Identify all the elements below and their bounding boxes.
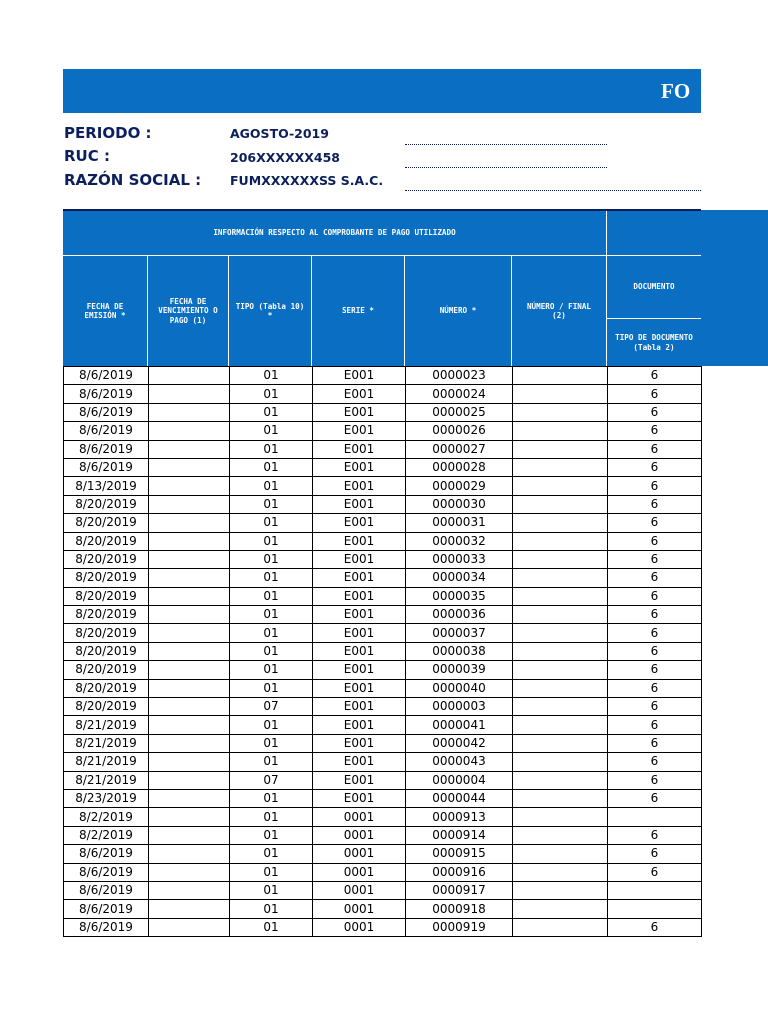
cell-tipo-documento: 6 [608,514,702,532]
table-row [64,440,702,458]
cell-tipo-documento: 6 [608,789,702,807]
cell-serie: E001 [313,771,406,789]
cell-fecha-vencimiento [149,403,230,421]
cell-fecha-emision: 8/21/2019 [64,771,149,789]
cell-fecha-vencimiento [149,789,230,807]
cell-serie: E001 [313,624,406,642]
cell-numero-final [513,771,608,789]
header-serie: SERIE * [312,256,404,366]
cell-fecha-emision: 8/20/2019 [64,661,149,679]
cell-tipo: 07 [230,771,313,789]
cell-tipo: 01 [230,477,313,495]
cell-numero-final [513,514,608,532]
header-tipo: TIPO (Tabla 10) * [229,256,311,366]
cell-serie: E001 [313,679,406,697]
cell-tipo: 01 [230,385,313,403]
cell-tipo: 01 [230,403,313,421]
header-grid-line [147,256,148,366]
cell-numero-final [513,385,608,403]
cell-fecha-vencimiento [149,753,230,771]
cell-numero: 0000003 [406,698,513,716]
header-fecha-emision: FECHA DE EMISIÓN * [63,256,147,366]
cell-serie: E001 [313,385,406,403]
cell-tipo-documento: 6 [608,845,702,863]
cell-fecha-vencimiento [149,716,230,734]
cell-tipo: 01 [230,606,313,624]
cell-fecha-emision: 8/20/2019 [64,587,149,605]
cell-serie: E001 [313,403,406,421]
cell-numero: 0000004 [406,771,513,789]
cell-fecha-vencimiento [149,918,230,936]
cell-tipo-documento: 6 [608,440,702,458]
table-row [64,734,702,752]
razon-social-dotline [405,190,701,191]
cell-fecha-vencimiento [149,900,230,918]
cell-fecha-vencimiento [149,458,230,476]
header-documento: DOCUMENTO [607,256,701,318]
cell-tipo: 01 [230,458,313,476]
cell-fecha-vencimiento [149,863,230,881]
cell-numero: 0000031 [406,514,513,532]
header-grid-line [606,211,607,366]
cell-numero-final [513,624,608,642]
cell-fecha-vencimiento [149,642,230,660]
header-numero-final: NÚMERO / FINAL (2) [512,256,606,366]
cell-tipo-documento: 6 [608,918,702,936]
ruc-value: 206XXXXXX458 [230,150,341,165]
cell-numero-final [513,569,608,587]
table-row [64,863,702,881]
cell-numero: 0000919 [406,918,513,936]
table-row [64,422,702,440]
cell-fecha-vencimiento [149,532,230,550]
cell-serie: 0001 [313,863,406,881]
cell-numero: 0000042 [406,734,513,752]
cell-tipo: 01 [230,734,313,752]
cell-serie: E001 [313,532,406,550]
table-row [64,587,702,605]
cell-fecha-vencimiento [149,569,230,587]
table-row [64,606,702,624]
cell-tipo: 01 [230,532,313,550]
cell-fecha-vencimiento [149,587,230,605]
cell-tipo-documento [608,900,702,918]
cell-numero-final [513,495,608,513]
cell-tipo: 01 [230,661,313,679]
cell-serie: E001 [313,550,406,568]
cell-tipo-documento: 6 [608,753,702,771]
cell-fecha-vencimiento [149,881,230,899]
cell-numero: 0000035 [406,587,513,605]
cell-tipo: 01 [230,642,313,660]
table-row [64,679,702,697]
cell-numero-final [513,789,608,807]
cell-numero: 0000041 [406,716,513,734]
cell-fecha-emision: 8/13/2019 [64,477,149,495]
cell-fecha-emision: 8/20/2019 [64,514,149,532]
cell-fecha-vencimiento [149,808,230,826]
cell-numero: 0000033 [406,550,513,568]
cell-fecha-vencimiento [149,845,230,863]
periodo-value: AGOSTO-2019 [230,126,329,141]
cell-serie: 0001 [313,881,406,899]
cell-fecha-emision: 8/23/2019 [64,789,149,807]
cell-tipo-documento: 6 [608,477,702,495]
cell-tipo-documento: 6 [608,532,702,550]
cell-numero: 0000034 [406,569,513,587]
cell-serie: 0001 [313,808,406,826]
cell-numero-final [513,550,608,568]
table-row [64,900,702,918]
cell-fecha-emision: 8/20/2019 [64,679,149,697]
cell-fecha-emision: 8/20/2019 [64,606,149,624]
cell-tipo: 01 [230,789,313,807]
periodo-dotline [405,144,607,145]
cell-serie: E001 [313,716,406,734]
cell-numero: 0000036 [406,606,513,624]
cell-tipo: 01 [230,679,313,697]
cell-serie: 0001 [313,826,406,844]
cell-fecha-emision: 8/6/2019 [64,367,149,385]
cell-tipo: 01 [230,716,313,734]
table-row [64,808,702,826]
cell-numero: 0000024 [406,385,513,403]
cell-fecha-vencimiento [149,385,230,403]
title-banner [63,69,701,113]
ruc-label: RUC : [64,147,110,165]
cell-numero: 0000043 [406,753,513,771]
cell-fecha-vencimiento [149,477,230,495]
cell-numero-final [513,900,608,918]
cell-fecha-emision: 8/2/2019 [64,826,149,844]
cell-fecha-vencimiento [149,826,230,844]
cell-serie: E001 [313,661,406,679]
cell-numero: 0000913 [406,808,513,826]
cell-fecha-emision: 8/20/2019 [64,569,149,587]
cell-numero: 0000917 [406,881,513,899]
table-row [64,661,702,679]
cell-serie: E001 [313,753,406,771]
cell-serie: E001 [313,569,406,587]
cell-serie: E001 [313,698,406,716]
cell-numero-final [513,367,608,385]
cell-serie: E001 [313,514,406,532]
header-grid-line [607,318,701,319]
cell-fecha-emision: 8/2/2019 [64,808,149,826]
cell-numero: 0000915 [406,845,513,863]
table-row [64,624,702,642]
cell-tipo: 01 [230,367,313,385]
form-title: FO [661,79,691,103]
cell-tipo-documento [608,881,702,899]
cell-numero-final [513,440,608,458]
table-row [64,826,702,844]
table-row [64,753,702,771]
periodo-label: PERIODO : [64,124,152,142]
cell-tipo-documento: 6 [608,863,702,881]
cell-tipo-documento: 6 [608,679,702,697]
cell-serie: E001 [313,789,406,807]
cell-tipo-documento: 6 [608,661,702,679]
cell-numero-final [513,698,608,716]
table-row [64,514,702,532]
cell-numero: 0000038 [406,642,513,660]
cell-numero: 0000918 [406,900,513,918]
cell-numero-final [513,477,608,495]
cell-tipo-documento: 6 [608,826,702,844]
cell-numero-final [513,918,608,936]
table-row [64,771,702,789]
razon-social-value: FUMXXXXXXSS S.A.C. [230,173,384,188]
header-comprobante-info: INFORMACIÓN RESPECTO AL COMPROBANTE DE PAGO UTILIZADO [63,211,606,255]
cell-tipo: 01 [230,587,313,605]
cell-serie: E001 [313,734,406,752]
header-overflow-block [701,210,768,366]
cell-fecha-emision: 8/21/2019 [64,753,149,771]
cell-numero: 0000044 [406,789,513,807]
table-row [64,385,702,403]
cell-tipo-documento: 6 [608,642,702,660]
cell-numero-final [513,753,608,771]
cell-fecha-emision: 8/6/2019 [64,918,149,936]
cell-fecha-emision: 8/6/2019 [64,403,149,421]
table-row [64,569,702,587]
cell-fecha-emision: 8/6/2019 [64,440,149,458]
cell-tipo: 01 [230,900,313,918]
cell-tipo: 01 [230,624,313,642]
cell-tipo-documento: 6 [608,550,702,568]
cell-serie: E001 [313,606,406,624]
cell-fecha-vencimiento [149,698,230,716]
table-row [64,716,702,734]
table-row [64,642,702,660]
cell-fecha-vencimiento [149,440,230,458]
cell-fecha-emision: 8/20/2019 [64,642,149,660]
cell-tipo: 01 [230,845,313,863]
table-row [64,918,702,936]
cell-tipo: 01 [230,863,313,881]
header-numero: NÚMERO * [405,256,511,366]
cell-fecha-vencimiento [149,495,230,513]
cell-tipo-documento: 6 [608,367,702,385]
cell-fecha-emision: 8/6/2019 [64,881,149,899]
cell-fecha-vencimiento [149,771,230,789]
cell-numero-final [513,734,608,752]
cell-tipo: 01 [230,753,313,771]
cell-fecha-vencimiento [149,550,230,568]
razon-social-label: RAZÓN SOCIAL : [64,171,202,189]
cell-tipo: 01 [230,808,313,826]
cell-numero: 0000027 [406,440,513,458]
cell-numero-final [513,458,608,476]
table-row [64,367,702,385]
cell-numero: 0000040 [406,679,513,697]
cell-tipo-documento: 6 [608,624,702,642]
cell-numero: 0000029 [406,477,513,495]
cell-numero-final [513,679,608,697]
table-row [64,495,702,513]
cell-numero: 0000030 [406,495,513,513]
cell-numero-final [513,403,608,421]
cell-fecha-vencimiento [149,606,230,624]
cell-fecha-vencimiento [149,734,230,752]
cell-numero: 0000916 [406,863,513,881]
table-row [64,550,702,568]
cell-serie: E001 [313,495,406,513]
cell-tipo: 01 [230,422,313,440]
cell-tipo: 01 [230,514,313,532]
cell-fecha-emision: 8/6/2019 [64,900,149,918]
cell-serie: E001 [313,367,406,385]
cell-numero-final [513,863,608,881]
cell-fecha-emision: 8/6/2019 [64,863,149,881]
cell-fecha-emision: 8/21/2019 [64,734,149,752]
cell-fecha-emision: 8/21/2019 [64,716,149,734]
cell-tipo-documento: 6 [608,587,702,605]
cell-tipo-documento: 6 [608,458,702,476]
cell-serie: E001 [313,440,406,458]
cell-numero-final [513,826,608,844]
cell-serie: 0001 [313,918,406,936]
cell-tipo-documento: 6 [608,734,702,752]
header-blank-top [607,211,701,255]
cell-numero: 0000028 [406,458,513,476]
cell-numero-final [513,587,608,605]
cell-fecha-vencimiento [149,422,230,440]
cell-tipo-documento: 6 [608,495,702,513]
header-tipo-documento: TIPO DE DOCUMENTO (Tabla 2) [607,319,701,366]
cell-tipo: 01 [230,550,313,568]
table-row [64,532,702,550]
cell-fecha-emision: 8/6/2019 [64,385,149,403]
cell-fecha-vencimiento [149,514,230,532]
cell-serie: 0001 [313,900,406,918]
cell-serie: E001 [313,458,406,476]
cell-tipo-documento: 6 [608,606,702,624]
table-row [64,458,702,476]
comprobantes-table [63,366,702,937]
cell-fecha-vencimiento [149,679,230,697]
cell-tipo-documento: 6 [608,716,702,734]
cell-numero-final [513,532,608,550]
ruc-dotline [405,167,607,168]
header-grid-line [311,256,312,366]
cell-numero-final [513,845,608,863]
header-fecha-vencimiento: FECHA DE VENCIMIENTO O PAGO (1) [148,256,228,366]
cell-numero: 0000025 [406,403,513,421]
table-row [64,477,702,495]
cell-numero: 0000914 [406,826,513,844]
cell-fecha-vencimiento [149,367,230,385]
cell-serie: E001 [313,422,406,440]
cell-numero-final [513,642,608,660]
cell-tipo: 01 [230,440,313,458]
cell-tipo: 01 [230,569,313,587]
cell-serie: E001 [313,587,406,605]
cell-tipo-documento: 6 [608,422,702,440]
cell-fecha-emision: 8/6/2019 [64,845,149,863]
cell-fecha-emision: 8/20/2019 [64,698,149,716]
table-row [64,403,702,421]
cell-tipo-documento: 6 [608,403,702,421]
cell-tipo-documento [608,808,702,826]
cell-tipo: 01 [230,495,313,513]
cell-tipo: 01 [230,918,313,936]
cell-numero-final [513,881,608,899]
cell-numero: 0000037 [406,624,513,642]
cell-fecha-emision: 8/20/2019 [64,495,149,513]
cell-serie: 0001 [313,845,406,863]
cell-serie: E001 [313,477,406,495]
cell-numero: 0000026 [406,422,513,440]
header-grid-line [228,256,229,366]
cell-numero-final [513,661,608,679]
cell-fecha-vencimiento [149,624,230,642]
cell-fecha-emision: 8/20/2019 [64,624,149,642]
cell-tipo-documento: 6 [608,771,702,789]
table-row [64,881,702,899]
cell-numero-final [513,422,608,440]
cell-serie: E001 [313,642,406,660]
cell-numero-final [513,606,608,624]
table-row [64,789,702,807]
cell-tipo: 01 [230,881,313,899]
table-row [64,845,702,863]
cell-tipo-documento: 6 [608,698,702,716]
cell-fecha-emision: 8/6/2019 [64,422,149,440]
cell-numero: 0000023 [406,367,513,385]
cell-numero: 0000039 [406,661,513,679]
cell-fecha-emision: 8/20/2019 [64,550,149,568]
cell-fecha-emision: 8/20/2019 [64,532,149,550]
cell-tipo-documento: 6 [608,385,702,403]
cell-tipo: 01 [230,826,313,844]
cell-fecha-emision: 8/6/2019 [64,458,149,476]
header-grid-line [511,256,512,366]
cell-fecha-vencimiento [149,661,230,679]
header-grid-line [404,256,405,366]
cell-numero-final [513,716,608,734]
cell-numero-final [513,808,608,826]
cell-tipo: 07 [230,698,313,716]
cell-tipo-documento: 6 [608,569,702,587]
cell-numero: 0000032 [406,532,513,550]
table-row [64,698,702,716]
